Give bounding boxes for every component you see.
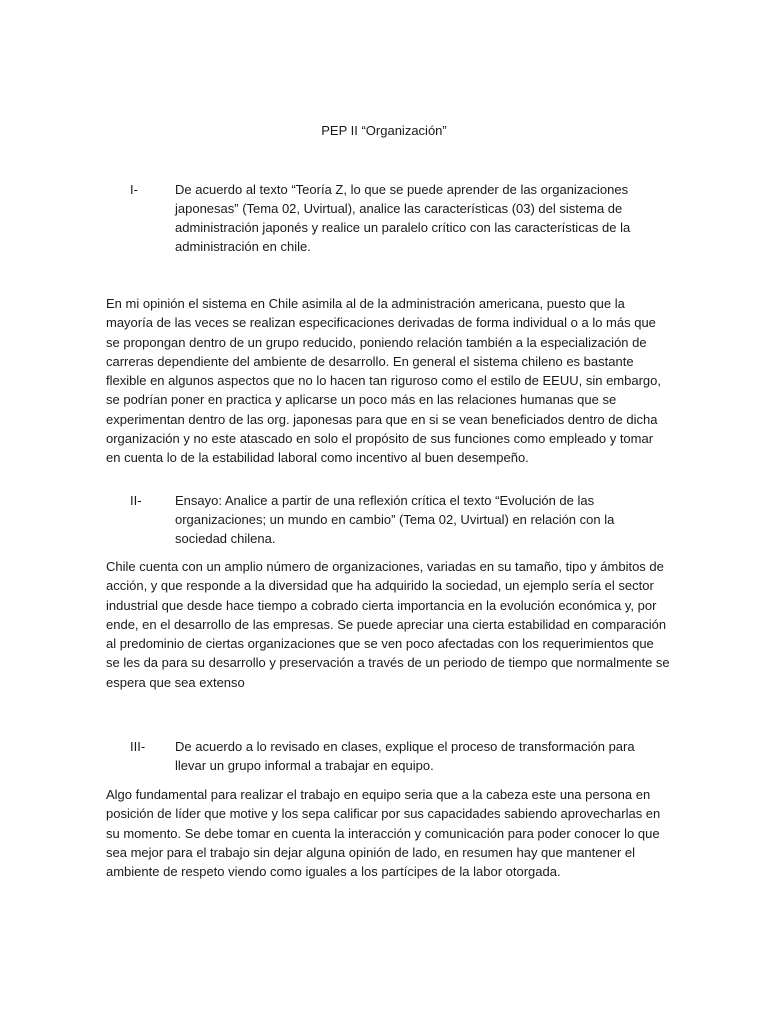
question-2 xyxy=(106,491,666,548)
question-text: De acuerdo al texto “Teoría Z, lo que se puede aprender de las organizaciones japonesas” (Tema 02, Uvirtual), analice las características (03) del sistema de administración japonés y realice un paralelo crítico con las características de la administración en chile. xyxy=(175,182,631,254)
answer-3: Algo fundamental para realizar el trabajo en equipo seria que a la cabeza este una persona en posición de líder que motive y los sepa calificar por sus capacidades sabiendo aprovecharlas en su momento. Se debe tomar en cuenta la interacción y comunicación para poder conocer lo que sea mejor para el trabajo sin dejar alguna opinión de lado, en resumen hay que mantener el ambiente de respeto viendo como iguales a los partícipes de la labor otorgada. xyxy=(106,787,661,880)
answer-2: Chile cuenta con un amplio número de organizaciones, variadas en su tamaño, tipo y ámbitos de acción, y que responde a la diversidad que ha adquirido la sociedad, un ejemplo sería el sector industrial que desde hace tiempo a cobrado cierta importancia en la evolución económica y, por ende, en el desarrollo de las empresas. Se puede apreciar una cierta estabilidad en comparación al predominio de ciertas organizaciones que se ven poco afectadas con los requerimientos que se les da para su desarrollo y preservación a través de un periodo de tiempo que normalmente se espera que sea extenso xyxy=(106,559,670,690)
question-number: III- xyxy=(130,739,146,754)
question-1 xyxy=(106,180,666,256)
question-text: Ensayo: Analice a partir de una reflexión crítica el texto “Evolución de las organizaciones; un mundo en cambio” (Tema 02, Uvirtual) en relación con la sociedad chilena. xyxy=(175,493,615,546)
question-number: I- xyxy=(130,182,138,197)
document-title: PEP II “Organización” xyxy=(321,123,447,138)
answer-1: En mi opinión el sistema en Chile asimila al de la administración americana, puesto que la mayoría de las veces se realizan especificaciones derivadas de forma individual o a lo más que se propongan dentro de un grupo reducido, poniendo relación también a la especialización de carreras dependiente del ambiente de desarrollo. En general el sistema chileno es bastante flexible en algunos aspectos que no lo hacen tan riguroso como el estilo de EEUU, sin embargo, se podrían poner en practica y aplicarse un poco más en las relaciones humanas que se experimentan dentro de las org. japonesas para que en si se vean beneficiados dentro de dicha organización y no este atascado en solo el propósito de sus funciones como empleado y tomar en cuenta lo de la estabilidad laboral como incentivo al buen desempeño. xyxy=(106,296,661,466)
question-text: De acuerdo a lo revisado en clases, explique el proceso de transformación para llevar un grupo informal a trabajar en equipo. xyxy=(175,739,635,773)
question-number: II- xyxy=(130,493,142,508)
question-3 xyxy=(106,737,666,775)
